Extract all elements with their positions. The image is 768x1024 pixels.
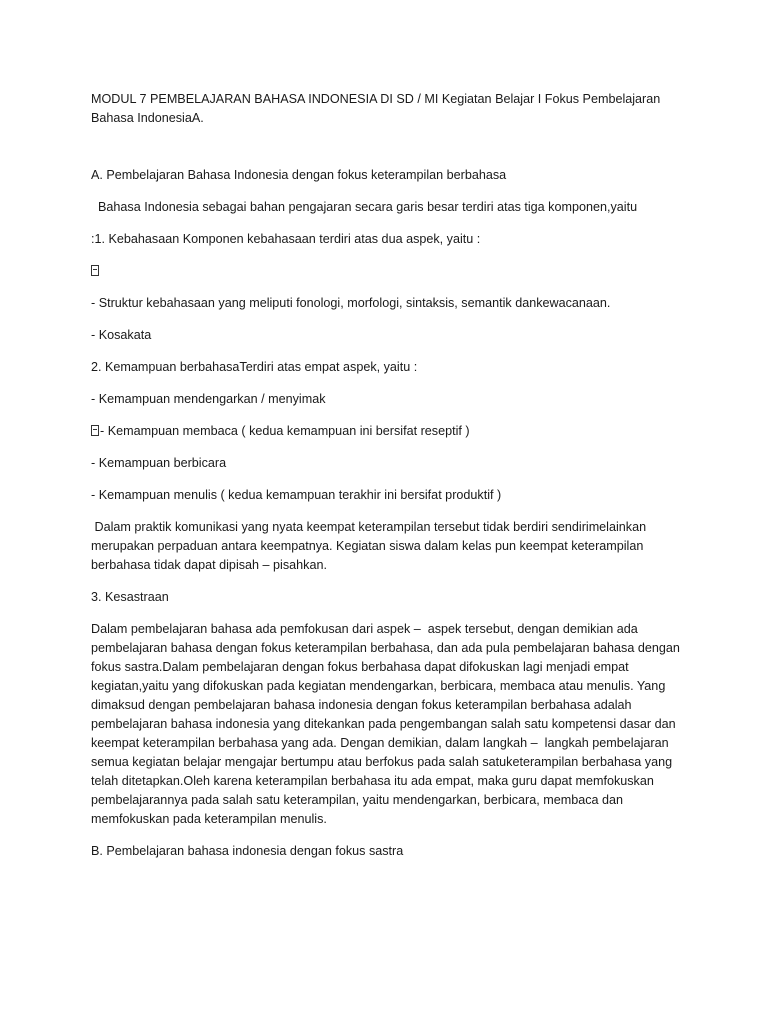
bullet-membaca-line bbox=[91, 422, 691, 441]
point-2-kemampuan: 2. Kemampuan berbahasaTerdiri atas empat aspek, yaitu : bbox=[91, 360, 418, 374]
missing-glyph-icon bbox=[91, 265, 99, 276]
bullet-struktur: - Struktur kebahasaan yang meliputi fonologi, morfologi, sintaksis, semantik dankewacanaan. bbox=[91, 296, 611, 310]
document-body bbox=[91, 90, 691, 874]
section-a-heading: A. Pembelajaran Bahasa Indonesia dengan fokus keterampilan berbahasa bbox=[91, 168, 507, 182]
point-3-kesastraan: 3. Kesastraan bbox=[91, 590, 169, 604]
point-1-kebahasaan: :1. Kebahasaan Komponen kebahasaan terdiri atas dua aspek, yaitu : bbox=[91, 232, 481, 246]
bullet-membaca: - Kemampuan membaca ( kedua kemampuan ini bersifat reseptif ) bbox=[100, 424, 470, 438]
intro-paragraph bbox=[91, 198, 691, 217]
paragraph-praktik: Dalam praktik komunikasi yang nyata keempat keterampilan tersebut tidak berdiri sendirimelainkan merupakan perpaduan antara keempatnya. Kegiatan siswa dalam kelas pun keempat keterampilan berbahasa tidak dapat dipisah – pisahkan. bbox=[91, 520, 650, 572]
paragraph-fokus: Dalam pembelajaran bahasa ada pemfokusan dari aspek – aspek tersebut, dengan demikian ada pembelajaran bahasa dengan fokus keterampilan berbahasa, dan ada pula pembelajaran bahasa dengan fokus sastra.Dalam pembelajaran dengan fokus berbahasa dapat difokuskan lagi menjadi empat kegiatan,yaitu yang difokuskan pada kegiatan mendengarkan, berbicara, membaca atau menulis. Yang dimaksud dengan pembelajaran bahasa indonesia dengan fokus keterampilan berbahasa adalah pembelajaran bahasa indonesia yang ditekankan pada pengembangan salah satu kompetensi dasar dan keempat keterampilan berbahasa yang ada. Dengan demikian, dalam langkah – langkah pembelajaran semua kegiatan belajar mengajar bertumpu atau berfokus pada salah satuketerampilan berbahasa yang telah ditetapkan.Oleh karena keterampilan berbahasa itu ada empat, maka guru dapat memfokuskan pembelajarannya pada salah satu keterampilan, yaitu mendengarkan, berbicara, membaca dan memfokuskan pada keterampilan menulis. bbox=[91, 622, 684, 826]
intro-text: Bahasa Indonesia sebagai bahan pengajaran secara garis besar terdiri atas tiga komponen,yaitu bbox=[91, 200, 638, 214]
bullet-berbicara: - Kemampuan berbicara bbox=[91, 456, 227, 470]
bullet-menulis: - Kemampuan menulis ( kedua kemampuan terakhir ini bersifat produktif ) bbox=[91, 488, 502, 502]
document-title: MODUL 7 PEMBELAJARAN BAHASA INDONESIA DI SD / MI Kegiatan Belajar I Fokus Pembelajaran Bahasa IndonesiaA. bbox=[91, 92, 661, 125]
section-b-heading: B. Pembelajaran bahasa indonesia dengan fokus sastra bbox=[91, 844, 404, 858]
missing-glyph-icon bbox=[91, 425, 99, 436]
bullet-kosakata: - Kosakata bbox=[91, 328, 152, 342]
missing-glyph-line bbox=[91, 262, 691, 281]
bullet-mendengarkan: - Kemampuan mendengarkan / menyimak bbox=[91, 392, 326, 406]
